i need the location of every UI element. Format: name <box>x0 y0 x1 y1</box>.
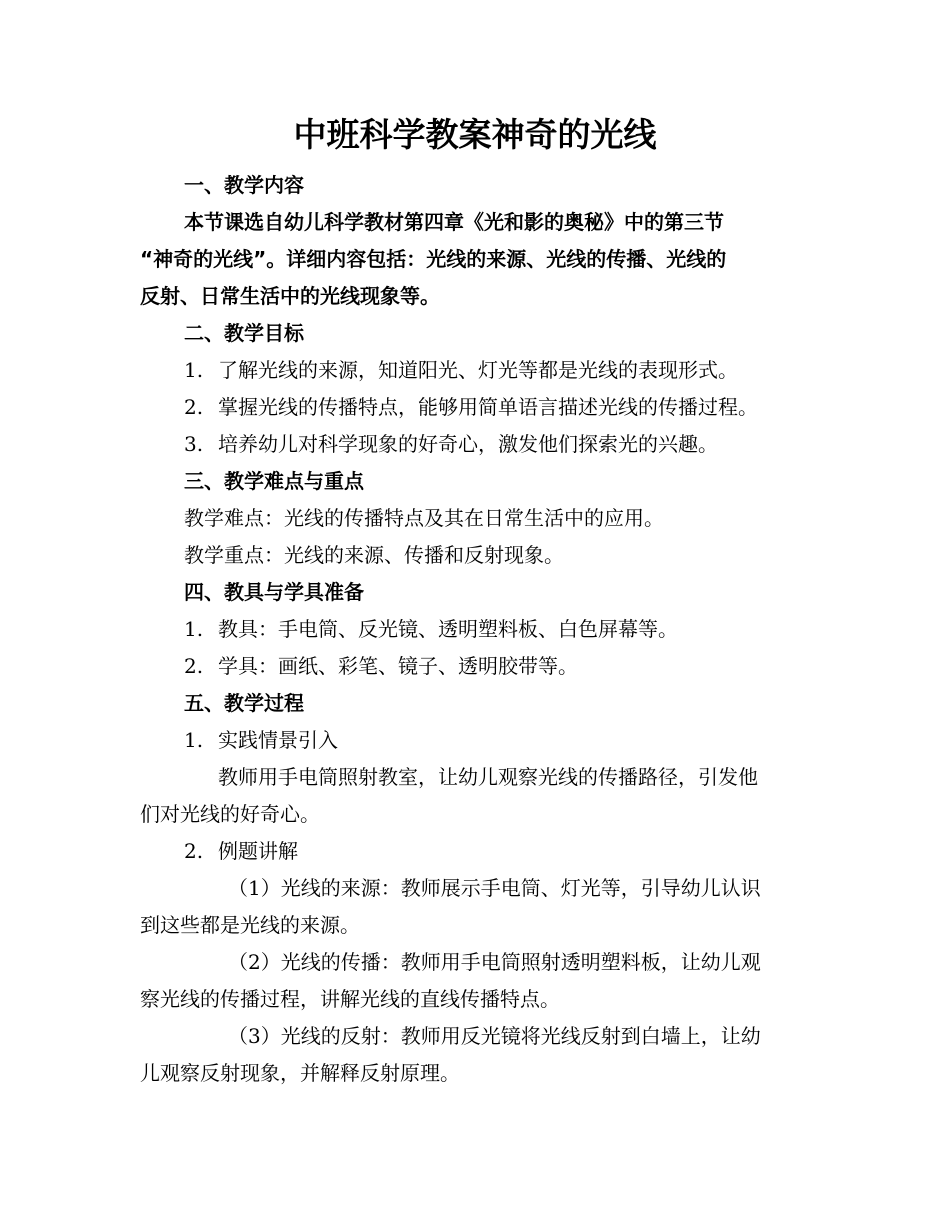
list-text: 教具：手电筒、反光镜、透明塑料板、白色屏幕等。 <box>218 617 678 641</box>
document-title: 中班科学教案神奇的光线 <box>293 115 657 154</box>
key-point: 教学重点：光线的来源、传播和反射现象。 <box>184 543 564 567</box>
list-text: 实践情景引入 <box>218 728 338 752</box>
section-heading-objectives: 二、教学目标 <box>184 321 304 345</box>
list-number: 1. <box>184 358 204 382</box>
difficult-point: 教学难点：光线的传播特点及其在日常生活中的应用。 <box>184 506 664 530</box>
list-number: 2. <box>184 654 204 678</box>
list-text: 掌握光线的传播特点，能够用简单语言描述光线的传播过程。 <box>218 395 758 419</box>
section-heading-materials: 四、教具与学具准备 <box>184 580 364 604</box>
list-number: 1. <box>184 617 204 641</box>
list-number: 3. <box>184 432 204 456</box>
material-item-2 <box>184 651 854 681</box>
section-heading-difficulties: 三、教学难点与重点 <box>184 469 364 493</box>
list-text: 学具：画纸、彩笔、镜子、透明胶带等。 <box>218 654 578 678</box>
list-text: 例题讲解 <box>218 839 298 863</box>
example-1-line-1: （1）光线的来源：教师展示手电筒、灯光等，引导幼儿认识 <box>228 876 761 900</box>
section-heading-process: 五、教学过程 <box>184 691 304 715</box>
example-1-line-2: 到这些都是光线的来源。 <box>140 913 360 937</box>
section-heading-content: 一、教学内容 <box>184 173 304 197</box>
list-text: 了解光线的来源，知道阳光、灯光等都是光线的表现形式。 <box>218 358 738 382</box>
process-step-1 <box>184 725 854 755</box>
list-text: 培养幼儿对科学现象的好奇心，激发他们探索光的兴趣。 <box>218 432 718 456</box>
process-step-2 <box>184 836 854 866</box>
example-2-line-1: （2）光线的传播：教师用手电筒照射透明塑料板，让幼儿观 <box>228 950 761 974</box>
example-2-line-2: 察光线的传播过程，讲解光线的直线传播特点。 <box>140 987 560 1011</box>
objective-item-2 <box>184 392 854 422</box>
example-3-line-1: （3）光线的反射：教师用反光镜将光线反射到白墙上，让幼 <box>228 1024 761 1048</box>
list-number: 1. <box>184 728 204 752</box>
example-3-line-2: 儿观察反射现象，并解释反射原理。 <box>140 1061 460 1085</box>
content-paragraph-line-1: 本节课选自幼儿科学教材第四章《光和影的奥秘》中的第三节 <box>184 210 724 234</box>
step1-paragraph-line-2: 们对光线的好奇心。 <box>140 802 320 826</box>
step1-paragraph-line-1: 教师用手电筒照射教室，让幼儿观察光线的传播路径，引发他 <box>218 765 758 789</box>
list-number: 2. <box>184 395 204 419</box>
objective-item-1 <box>184 355 854 385</box>
content-paragraph-line-3: 反射、日常生活中的光线现象等。 <box>140 284 440 308</box>
content-paragraph-line-2: “神奇的光线”。详细内容包括：光线的来源、光线的传播、光线的 <box>140 247 727 271</box>
list-number: 2. <box>184 839 204 863</box>
objective-item-3 <box>184 429 854 459</box>
material-item-1 <box>184 614 854 644</box>
